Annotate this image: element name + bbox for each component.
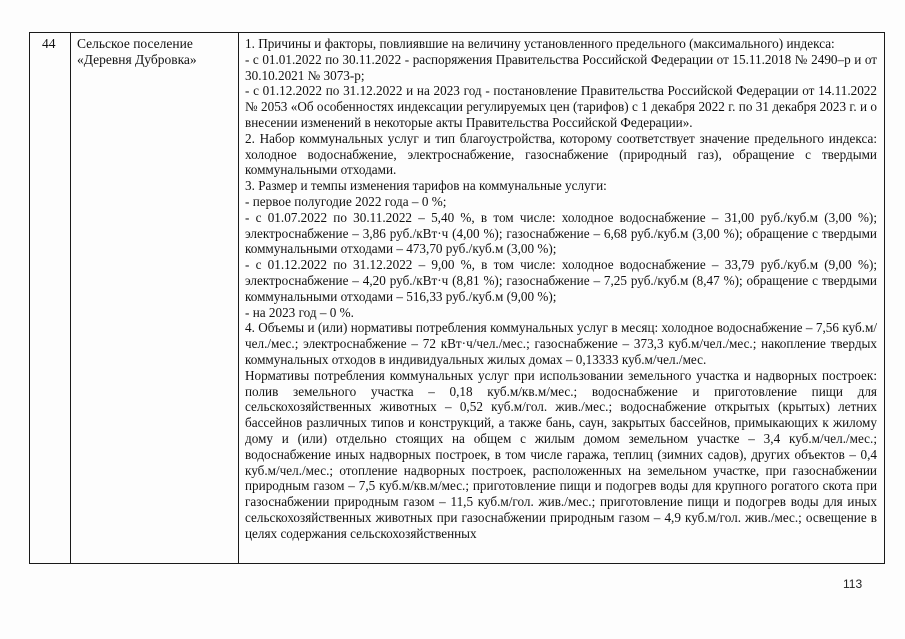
paragraph-period-2: - с 01.12.2022 по 31.12.2022 и на 2023 год - постановление Правительства Российской Федерации от 14.11.2022 № 2053 «Об особенностях индексации регулируемых цен (тарифов) с 1 декабря 2022 г. по 31 декабря 2023 г. и о внесении изменений в некоторые акты Правительства Российской Федерации». [245,83,877,130]
paragraph-tariff-jul: - с 01.07.2022 по 30.11.2022 – 5,40 %, в том числе: холодное водоснабжение – 31,00 руб./куб.м (3,00 %); электроснабжение – 3,86 руб./кВт·ч (4,00 %); газоснабжение – 6,68 руб./куб.м (3,00 %); обращение с твердыми коммунальными отходами – 473,70 руб./куб.м (3,00 %); [245,209,877,257]
paragraph-land-norms: Нормативы потребления коммунальных услуг при использовании земельного участка и надворных построек: полив земельного участка – 0,18 куб.м/кв.м/мес.; водоснабжение и приготовление пищи для сельскохозяйственных животных – 0,52 куб.м/гол. жив./мес.; водоснабжение открытых (крытых) летних бассейнов различных типов и конструкций, а также бань, саун, закрытых бассейнов, примыкающих к жилому дому и (или) отдельно стоящих на общем с жилым домом земельном участке – 3,4 куб.м/чел./мес.; водоснабжение иных надворных построек, в том числе гаража, теплиц (зимних садов), других объектов – 0,4 куб.м/чел./мес.; отопление надворных построек, расположенных на земельном участке, при газоснабжении природным газом – 7,5 куб.м/кв.м/мес.; приготовление пищи и подогрев воды для крупного рогатого скота при газоснабжении природным газом – 11,5 куб.м/гол. жив./мес.; приготовление пищи и подогрев воды для иных сельскохозяйственных животных при газоснабжении природным газом – 4,9 куб.м/гол. жив./мес.; освещение в целях содержания сельскохозяйственных [245,367,877,541]
tariff-table [29,32,885,564]
table-row [30,33,885,564]
page-number: 113 [843,577,863,591]
paragraph-volumes: 4. Объемы и (или) нормативы потребления коммунальных услуг в месяц: холодное водоснабжение – 7,56 куб.м/чел./мес.; электроснабжение – 72 кВт·ч/чел./мес.; газоснабжение – 373,3 куб.м/чел./мес.; накопление твердых коммунальных отходов в индивидуальных жилых домах – 0,13333 куб.м/чел./мес. [245,320,877,367]
row-number-cell [30,33,71,564]
paragraph-services-set: 2. Набор коммунальных услуг и тип благоустройства, которому соответствует значение предельного индекса: холодное водоснабжение, электроснабжение, газоснабжение (природный газ), обращение с твердыми коммунальными отходами. [245,130,877,178]
paragraph-tariff-header: 3. Размер и темпы изменения тарифов на коммунальные услуги: [245,178,607,194]
municipality-name: Сельское поселение «Деревня Дубровка» [77,36,197,67]
paragraph-tariff-dec: - с 01.12.2022 по 31.12.2022 – 9,00 %, в том числе: холодное водоснабжение – 33,79 руб./куб.м (9,00 %); электроснабжение – 4,20 руб./кВт·ч (8,81 %); газоснабжение – 7,25 руб./куб.м (8,47 %); обращение с твердыми коммунальными отходами – 516,33 руб./куб.м (9,00 %); [245,257,877,304]
content-text [239,33,884,563]
paragraph-tariff-2023: - на 2023 год – 0 %. [245,304,354,320]
content-cell [239,33,885,564]
municipality-cell [71,33,239,564]
paragraph-causes: 1. Причины и факторы, повлиявшие на величину установленного предельного (максимального) индекса: [245,36,835,51]
paragraph-period-1: - с 01.01.2022 по 30.11.2022 - распоряжения Правительства Российской Федерации от 15.11.2018 № 2490–р и от 30.10.2021 № 3073-р; [245,51,877,83]
row-number: 44 [42,36,56,51]
paragraph-tariff-h1: - первое полугодие 2022 года – 0 %; [245,193,447,209]
